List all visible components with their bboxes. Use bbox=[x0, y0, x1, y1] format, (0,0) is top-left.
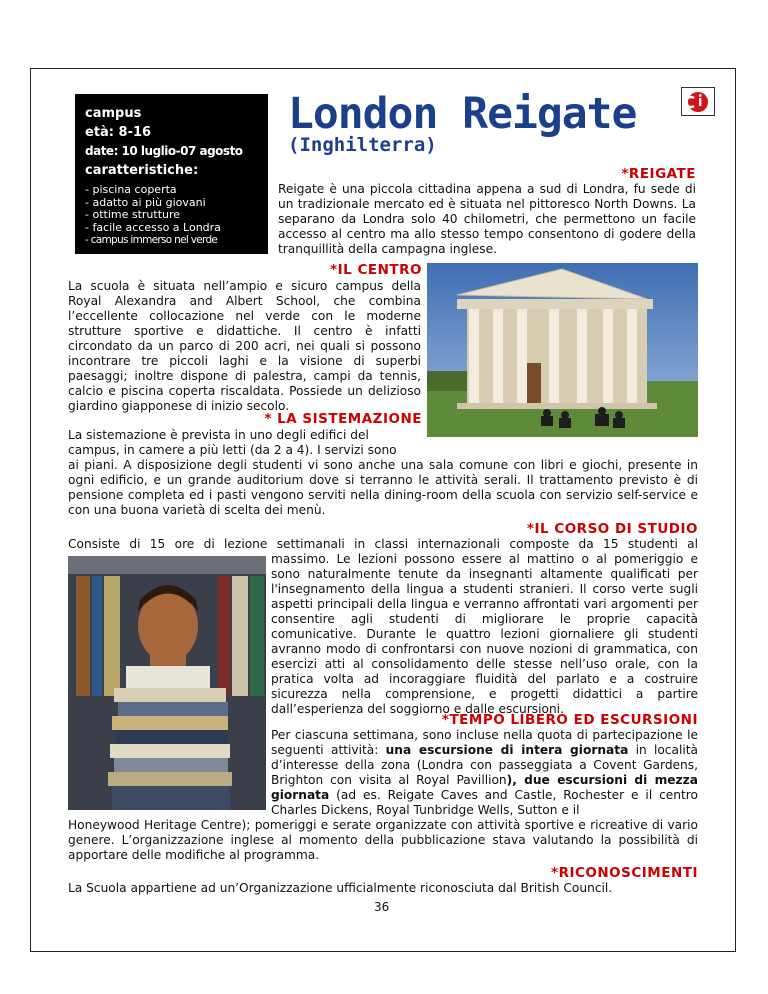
heading-tempo: *TEMPO LIBERO ED ESCURSIONI bbox=[441, 712, 698, 728]
text-corso-a: Consiste di 15 ore di lezione settimanali in classi internazionali composte da 15 studenti al bbox=[68, 537, 698, 551]
feature-list bbox=[85, 184, 268, 247]
feature-item: - piscina coperta bbox=[85, 183, 177, 196]
page-subtitle: (Inghilterra) bbox=[288, 134, 437, 156]
feature-item: - facile accesso a Londra bbox=[85, 220, 221, 234]
info-campus: campus bbox=[85, 106, 142, 121]
feature-item: - adatto ai più giovani bbox=[85, 195, 206, 209]
text-tempo-b: Honeywood Heritage Centre); pomeriggi e serate organizzate con attività sportive e ricreative di vario genere. L’organizzazione inglese al momento della pubblicazione stava valutando la possibilità di apportare delle modifiche al programma. bbox=[68, 818, 698, 862]
info-dates: date: 10 luglio-07 agosto bbox=[85, 144, 243, 158]
info-features-label: caratteristiche: bbox=[85, 163, 199, 178]
text-sistemazione-a: La sistemazione è prevista in uno degli edifici del bbox=[68, 428, 369, 442]
text-reigate: Reigate è una piccola cittadina appena a sud di Londra, fu sede di un tradizionale mercato ed è situata nel pittoresco North Downs. La separano da Londra solo 40 chilometri, che permettono un facile accesso al centro ma allo stesso tempo consentono di godere della tranquillità della campagna inglese. bbox=[278, 182, 696, 256]
info-age: età: 8-16 bbox=[85, 125, 152, 140]
text-riconoscimenti: La Scuola appartiene ad un’Organizzazione ufficialmente riconosciuta dal British Council. bbox=[68, 881, 613, 895]
text-tempo-a: Per ciascuna settimana, sono incluse nella quota di partecipazione le seguenti attività: una escursione di intera giornata in località d’interesse della zona (Londra con passeggiata a Covent Gardens, Brighton con visita al Royal Pavillion), due escursioni di mezza giornata (ad es. Reigate Caves and Castle, Rochester e il centro Charles Dickens, Royal Tunbridge Wells, Sutton e il bbox=[271, 728, 698, 817]
heading-corso: *IL CORSO DI STUDIO bbox=[526, 521, 698, 537]
heading-riconoscimenti: *RICONOSCIMENTI bbox=[551, 865, 698, 881]
heading-sistemazione: * LA SISTEMAZIONE bbox=[264, 411, 422, 427]
text-sistemazione-c: ai piani. A disposizione degli studenti vi sono anche una sala comune con libri e giochi, presente in ogni edificio, e un grande auditorium dove si terranno le attività serali. Il trattamento previsto è di pensione completa ed i pasti vengono serviti nella dining-room della scuola con servizio self-service e con una buona varietà di scelta dei menù. bbox=[68, 458, 698, 517]
text-centro: La scuola è situata nell’ampio e sicuro campus della Royal Alexandra and Albert School, che combina l’eccellente collocazione nel verde con le moderne strutture sportive e didattiche. Il centro è infatti circondato da un parco di 200 acri, nei quali si possono incontrare tre piccoli laghi e la visione di superbi paesaggi; inoltre dispone di palestra, campi da tennis, calcio e piscina coperta riscaldata. Possiede un delizioso giardino giapponese di inizio secolo. bbox=[68, 279, 421, 413]
heading-centro: *IL CENTRO bbox=[330, 262, 422, 278]
info-box bbox=[75, 94, 268, 254]
page-number: 36 bbox=[374, 900, 390, 914]
student-with-books-photo bbox=[68, 556, 266, 810]
feature-item: - campus immerso nel verde bbox=[85, 234, 218, 246]
campus-building-photo bbox=[427, 263, 698, 437]
feature-item: - ottime strutture bbox=[85, 208, 181, 221]
text-corso-b: massimo. Le lezioni possono essere al mattino o al pomeriggio e sono naturalmente tenute da insegnanti altamente qualificati per l'insegnamento della lingua a studenti stranieri. Il corso verte sugli aspetti principali della lingua e verranno affrontati vari argomenti per consentire agli studenti di migliorare le proprie capacità comunicative. Durante le quattro lezioni giornaliere gli studenti avranno modo di confrontarsi con nuove nozioni di grammatica, con esercizi atti al consolidamento delle stesse nell’uso orale, con la pratica volta ad incoraggiare fluidità del parlato e a costruire sicurezza nella comprensione, e progetti didattici a partire dall’esperienza del soggiorno e dalle escursioni. bbox=[271, 552, 698, 716]
heading-reigate: *REIGATE bbox=[621, 166, 696, 182]
page-title: London Reigate bbox=[288, 89, 637, 139]
red-circle-logo-icon bbox=[681, 87, 715, 116]
text-sistemazione-b: campus, in camere a più letti (da 2 a 4). I servizi sono bbox=[68, 443, 397, 457]
